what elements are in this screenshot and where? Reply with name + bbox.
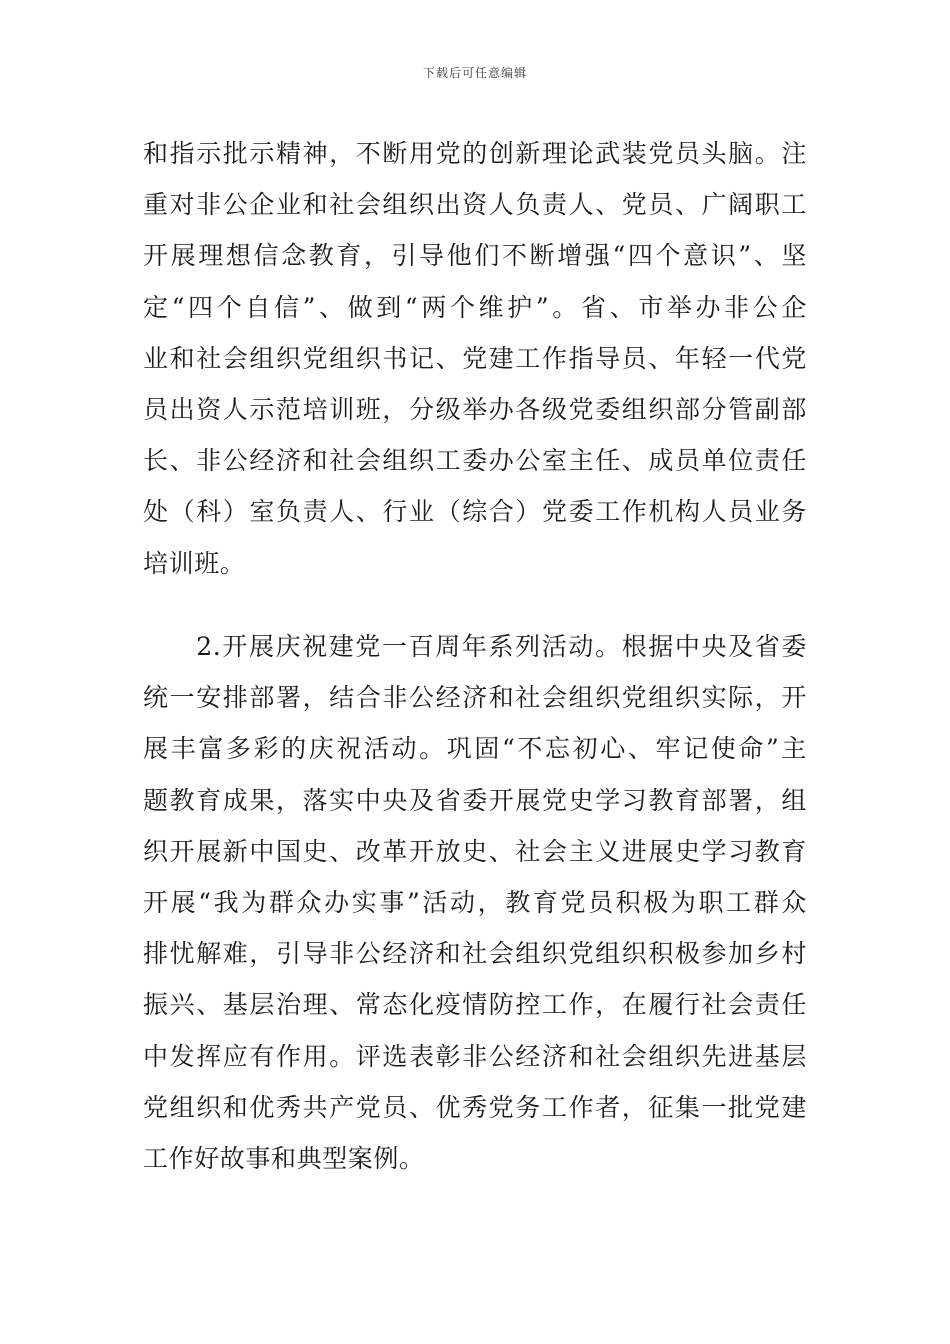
text-line: 长、非公经济和社会组织工委办公室主任、成员单位责任: [143, 446, 807, 476]
text-line: 排忧解难，引导非公经济和社会组织党组织积极参加乡村: [143, 939, 807, 969]
text-line: 开展理想信念教育，引导他们不断增强“四个意识”、坚: [143, 241, 807, 271]
text-line: 定“四个自信”、做到“两个维护”。省、市举办非公企: [143, 292, 807, 322]
text-line: 织开展新中国史、改革开放史、社会主义进展史学习教育: [143, 836, 807, 866]
text-line: 展丰富多彩的庆祝活动。巩固“不忘初心、牢记使命”主: [143, 734, 807, 764]
text-line: 开展“我为群众办实事”活动，教育党员积极为职工群众: [143, 888, 807, 918]
page-header-note: 下载后可任意编辑: [422, 66, 527, 80]
text-line: 处（科）室负责人、行业（综合）党委工作机构人员业务: [143, 497, 807, 527]
paragraph-1: [143, 128, 807, 589]
text-line: 业和社会组织党组织书记、党建工作指导员、年轻一代党: [143, 343, 807, 373]
text-line: 重对非公企业和社会组织出资人负责人、党员、广阔职工: [143, 190, 807, 220]
text-line: 中发挥应有作用。评选表彰非公经济和社会组织先进基层: [143, 1041, 807, 1071]
text-line: 统一安排部署，结合非公经济和社会组织党组织实际，开: [143, 683, 807, 713]
text-line: 培训班。: [143, 548, 246, 578]
paragraph-2: [143, 621, 807, 1184]
text-line: 工作好故事和典型案例。: [143, 1144, 425, 1174]
text-line: 员出资人示范培训班，分级举办各级党委组织部分管副部: [143, 395, 807, 425]
text-line: 和指示批示精神，不断用党的创新理论武装党员头脑。注: [143, 139, 807, 168]
text-line: 党组织和优秀共产党员、优秀党务工作者，征集一批党建: [143, 1092, 807, 1122]
text-line: 题教育成果，落实中央及省委开展党史学习教育部署，组: [143, 785, 807, 815]
text-line: 2.开展庆祝建党一百周年系列活动。根据中央及省委: [143, 632, 807, 661]
text-line: 振兴、基层治理、常态化疫情防控工作，在履行社会责任: [143, 990, 807, 1020]
